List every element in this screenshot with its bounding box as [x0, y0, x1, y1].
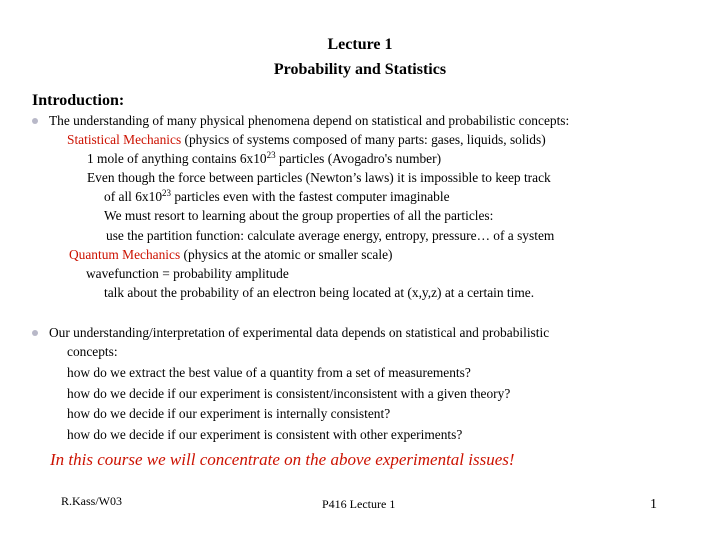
force-line: Even though the force between particles (Newton’s laws) it is impossible to keep track	[87, 170, 551, 185]
exponent: 23	[266, 150, 276, 160]
question-item: how do we decide if our experiment is consistent with other experiments?	[67, 427, 463, 442]
bullet1-text: The understanding of many physical phenomena depend on statistical and probabilistic concepts:	[49, 113, 570, 128]
mole-text-end: particles (Avogadro's number)	[275, 151, 442, 166]
partition-line: use the partition function: calculate average energy, entropy, pressure… of a system	[106, 228, 555, 243]
bullet-icon	[32, 330, 38, 336]
mole-line	[87, 149, 441, 168]
page-number: 1	[650, 497, 657, 512]
quantum-mechanics-line	[69, 245, 393, 264]
wavefunction-line: wavefunction = probability amplitude	[86, 266, 289, 281]
conclusion-text: In this course we will concentrate on the above experimental issues!	[50, 450, 515, 469]
all-particles-text: of all 6x10	[104, 189, 163, 204]
lecture-number: Lecture 1	[327, 36, 393, 53]
quantum-mechanics-desc: (physics at the atomic or smaller scale)	[180, 247, 393, 262]
mole-text: 1 mole of anything contains 6x10	[87, 151, 267, 166]
probability-line: talk about the probability of an electron being located at (x,y,z) at a certain time.	[104, 285, 535, 300]
statistical-mechanics-label: Statistical Mechanics	[67, 132, 182, 147]
all-particles-line	[104, 187, 450, 206]
bullet2-text: Our understanding/interpretation of experimental data depends on statistical and probabilistic	[49, 325, 550, 340]
bullet-icon	[32, 118, 38, 124]
quantum-mechanics-label: Quantum Mechanics	[69, 247, 181, 262]
section-heading: Introduction:	[32, 92, 125, 109]
question-item: how do we extract the best value of a quantity from a set of measurements?	[67, 365, 471, 380]
question-item: how do we decide if our experiment is consistent/inconsistent with a given theory?	[67, 386, 511, 401]
exponent: 23	[162, 188, 172, 198]
footer-author: R.Kass/W03	[61, 494, 122, 508]
slide-title: Probability and Statistics	[273, 61, 447, 78]
resort-line: We must resort to learning about the group properties of all the particles:	[104, 208, 494, 223]
bullet2-text-cont: concepts:	[67, 344, 118, 359]
footer-course: P416 Lecture 1	[322, 497, 396, 511]
all-particles-text-end: particles even with the fastest computer imaginable	[171, 189, 450, 204]
statistical-mechanics-desc: (physics of systems composed of many parts: gases, liquids, solids)	[181, 132, 546, 147]
question-item: how do we decide if our experiment is internally consistent?	[67, 406, 391, 421]
statistical-mechanics-line	[67, 130, 546, 149]
